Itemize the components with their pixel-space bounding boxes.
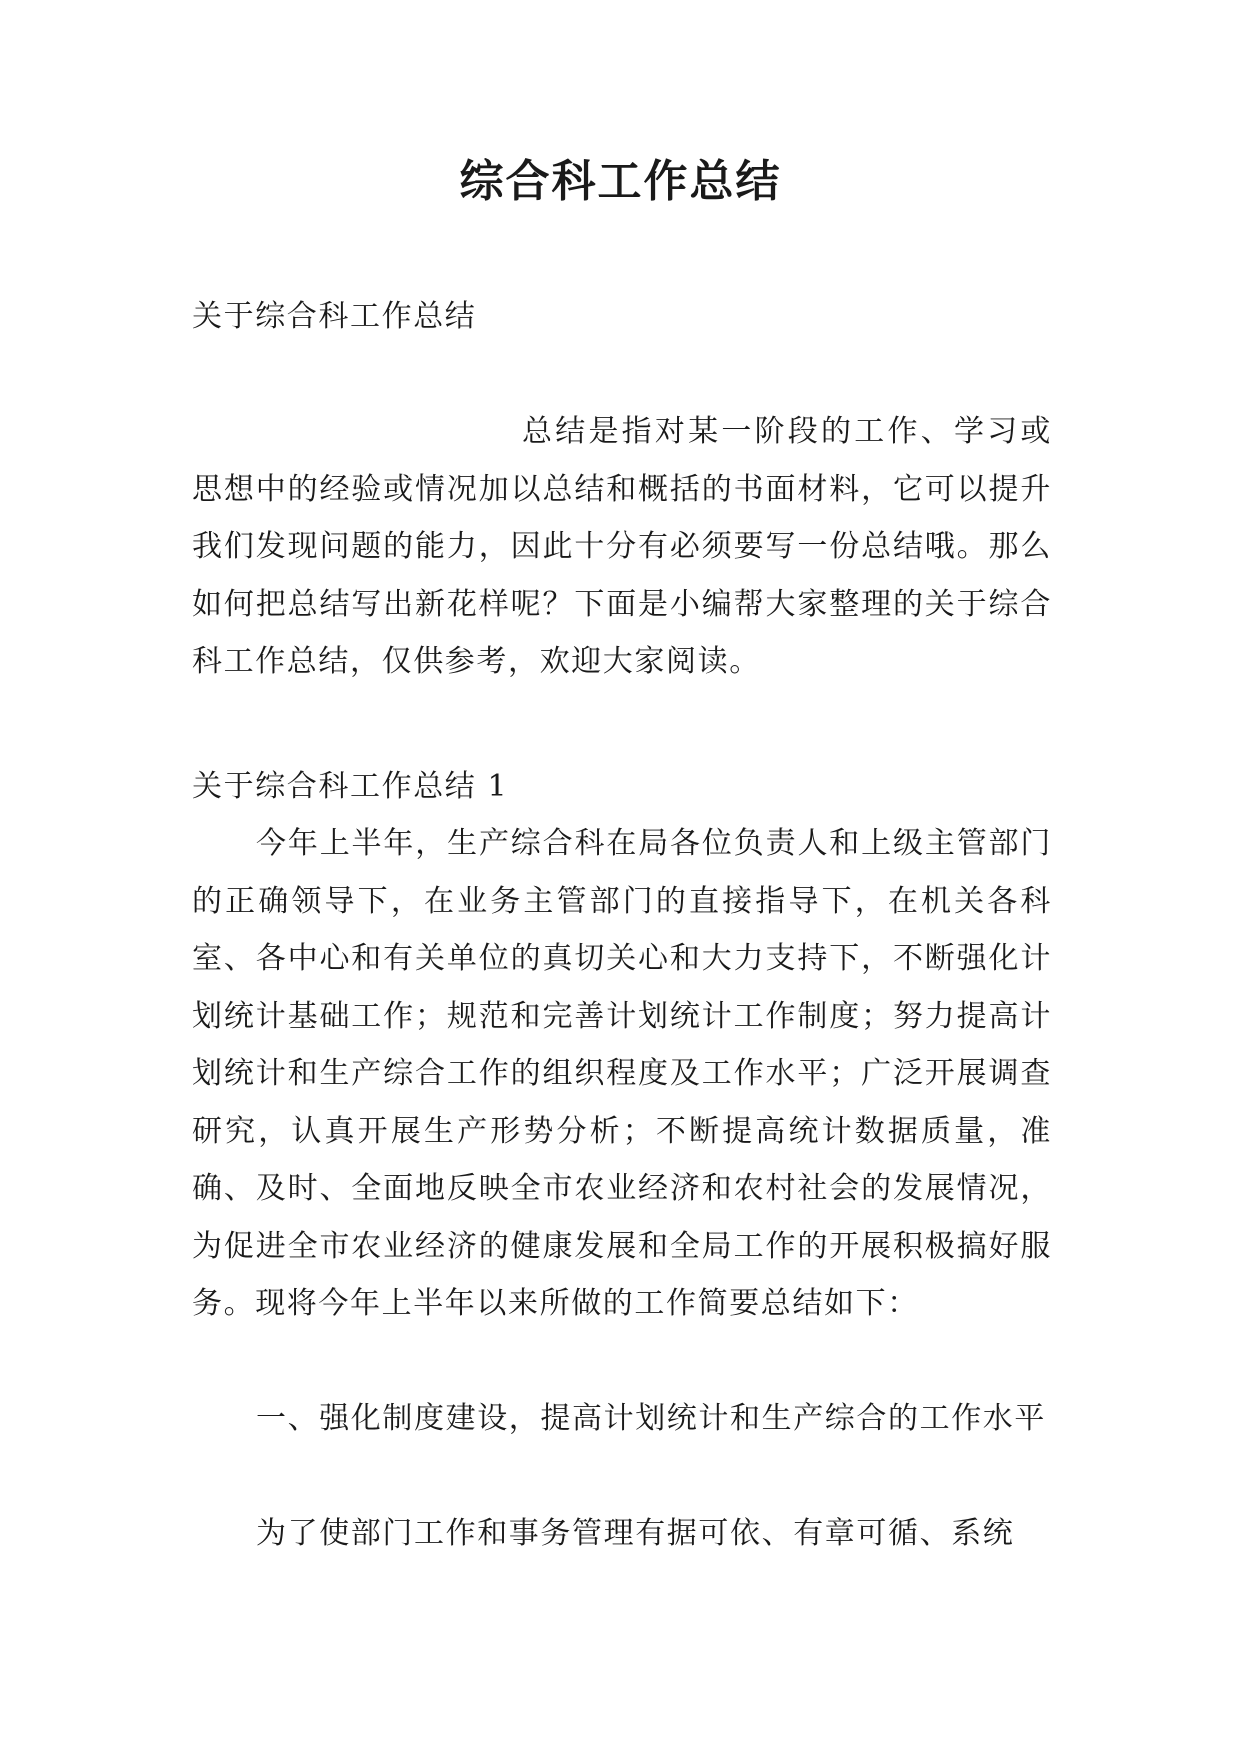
subheading-1: 一、强化制度建设，提高计划统计和生产综合的工作水平: [256, 1401, 1046, 1436]
section-heading: 关于综合科工作总结 1: [192, 769, 509, 804]
document-title: 综合科工作总结: [459, 156, 782, 207]
document-subtitle: 关于综合科工作总结: [192, 299, 477, 334]
body-paragraph-1: 今年上半年，生产综合科在局各位负责人和上级主管部门的正确领导下，在业务主管部门的直接指导下，在机关各科室、各中心和有关单位的真切关心和大力支持下，不断强化计划统计基础工作；规范和完善计划统计工作制度；努力提高计划统计和生产综合工作的组织程度及工作水平；广泛开展调查研究，认真开展生产形势分析；不断提高统计数据质量，准确、及时、全面地反映全市农业经济和农村社会的发展情况，为促进全市农业经济的健康发展和全局工作的开展积极搞好服务。现将今年上半年以来所做的工作简要总结如下：: [192, 826, 1052, 1321]
body-paragraph-2: 为了使部门工作和事务管理有据可依、有章可循、系统: [256, 1516, 1015, 1551]
intro-paragraph: 总结是指对某一阶段的工作、学习或思想中的经验或情况加以总结和概括的书面材料，它可以提升我们发现问题的能力，因此十分有必须要写一份总结哦。那么如何把总结写出新花样呢？下面是小编帮大家整理的关于综合科工作总结，仅供参考，欢迎大家阅读。: [192, 414, 1052, 679]
